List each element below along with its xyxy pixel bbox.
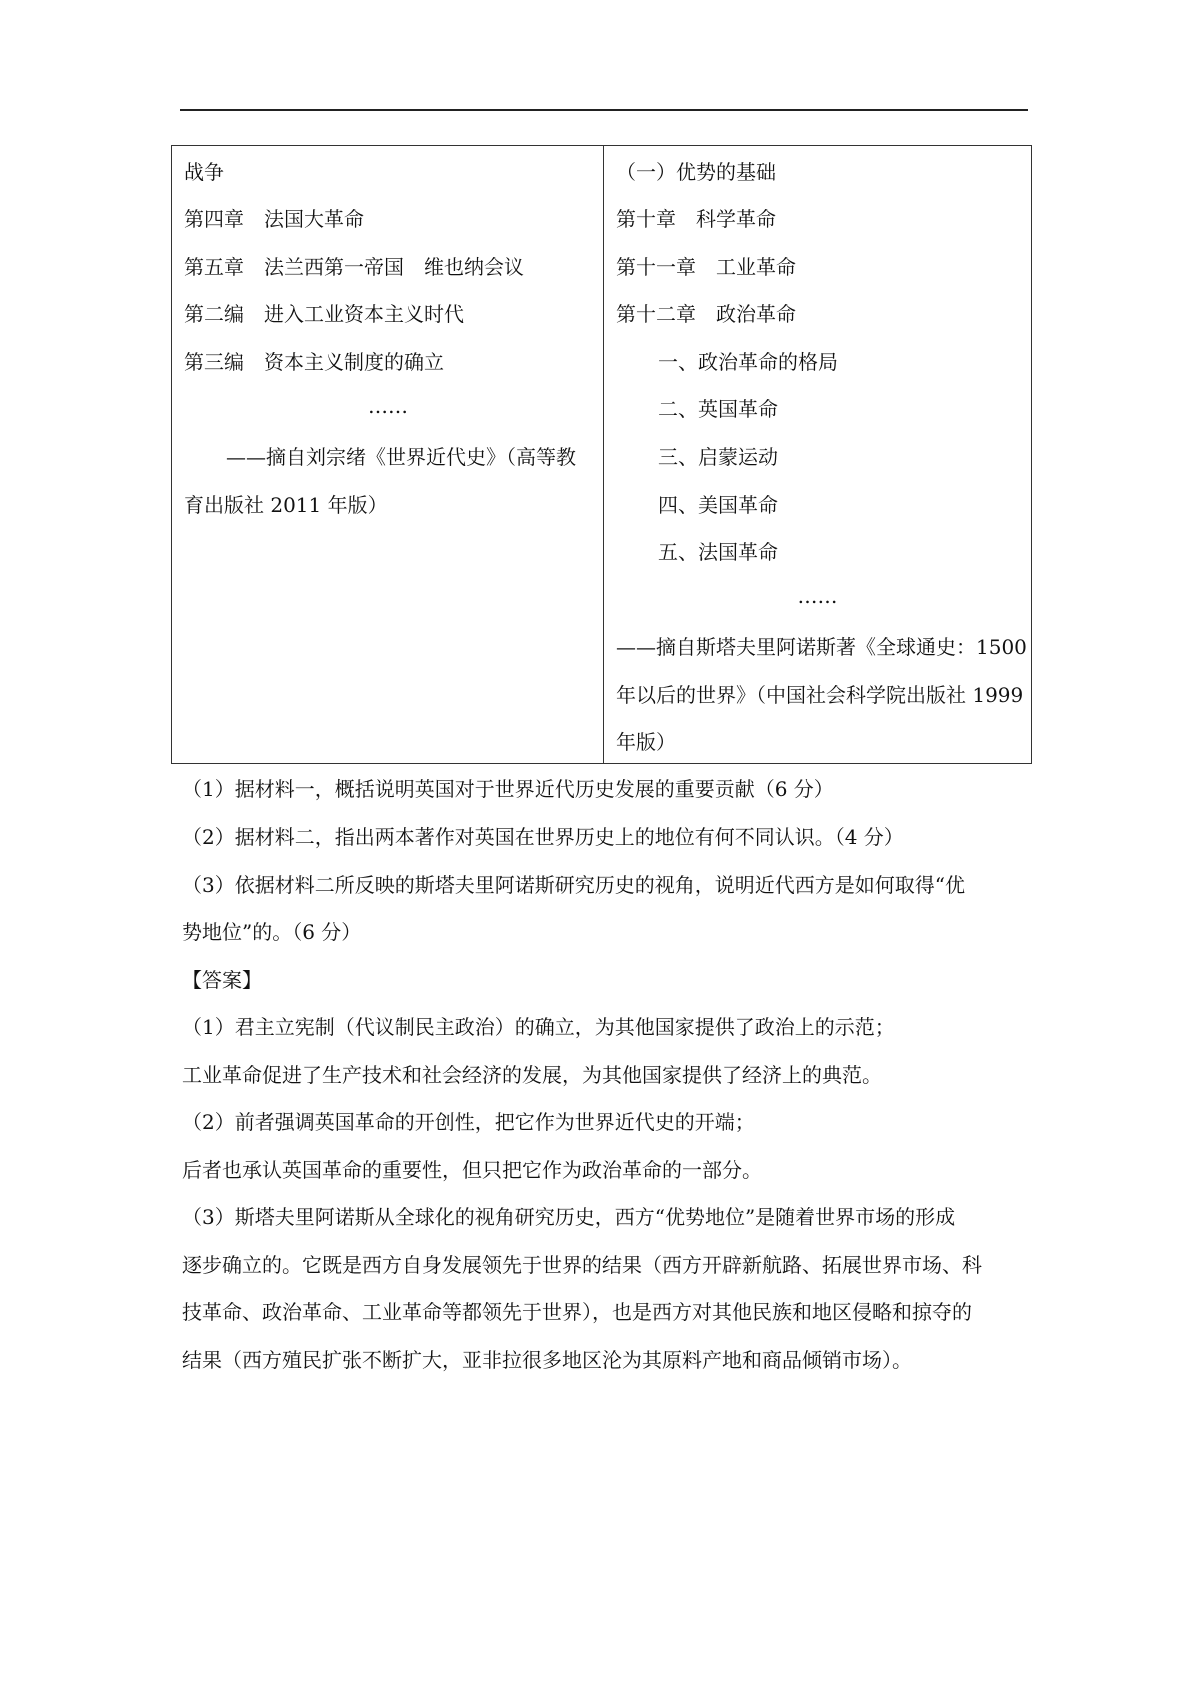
question-line: （3）依据材料二所反映的斯塔夫里阿诺斯研究历史的视角，说明近代西方是如何取得“优 [182,873,965,897]
source-citation: 育出版社 2011 年版） [184,493,388,517]
table-line: 五、法国革命 [658,540,778,564]
answer-line: （3）斯塔夫里阿诺斯从全球化的视角研究历史，西方“优势地位”是随着世界市场的形成 [182,1205,956,1229]
source-citation: 年以后的世界》（中国社会科学院出版社 1999 [616,683,1024,707]
question-line: （2）据材料二，指出两本著作对英国在世界历史上的地位有何不同认识。（4 分） [182,825,904,849]
table-line: （一）优势的基础 [616,160,776,184]
answer-heading: 【答案】 [182,968,262,992]
source-citation: ——摘自刘宗绪《世界近代史》（高等教 [226,445,576,469]
answer-line: 技革命、政治革命、工业革命等都领先于世界），也是西方对其他民族和地区侵略和掠夺的 [182,1300,972,1324]
table-line: 第十一章 工业革命 [616,255,796,279]
question-line: （1）据材料一，概括说明英国对于世界近代历史发展的重要贡献（6 分） [182,777,834,801]
source-citation: ——摘自斯塔夫里阿诺斯著《全球通史：1500 [616,635,1027,659]
material-one-column [172,146,604,763]
table-line: 第十章 科学革命 [616,207,776,231]
source-citation: 年版） [616,730,676,754]
header-rule [180,109,1028,111]
table-line: 四、美国革命 [658,493,778,517]
material-table [171,145,1032,764]
answer-line: 逐步确立的。它既是西方自身发展领先于世界的结果（西方开辟新航路、拓展世界市场、科 [182,1253,982,1277]
question-line: 势地位”的。（6 分） [182,920,362,944]
answer-line: （1）君主立宪制（代议制民主政治）的确立，为其他国家提供了政治上的示范； [182,1015,895,1039]
ellipsis: …… [368,394,408,418]
answer-line: 结果（西方殖民扩张不断扩大，亚非拉很多地区沦为其原料产地和商品倾销市场）。 [182,1348,912,1372]
table-line: 三、启蒙运动 [658,445,778,469]
table-line: 第三编 资本主义制度的确立 [184,350,444,374]
table-line: 第五章 法兰西第一帝国 维也纳会议 [184,255,524,279]
material-two-column [604,146,1031,763]
table-line: 一、政治革命的格局 [658,350,838,374]
table-line: 第四章 法国大革命 [184,207,364,231]
table-line: 第二编 进入工业资本主义时代 [184,302,464,326]
answer-line: （2）前者强调英国革命的开创性，把它作为世界近代史的开端； [182,1110,755,1134]
ellipsis: …… [797,584,838,608]
answer-line: 工业革命促进了生产技术和社会经济的发展，为其他国家提供了经济上的典范。 [182,1063,882,1087]
answer-line: 后者也承认英国革命的重要性，但只把它作为政治革命的一部分。 [182,1158,762,1182]
table-line: 二、英国革命 [658,397,778,421]
table-line: 第十二章 政治革命 [616,302,796,326]
table-line: 战争 [184,160,224,184]
